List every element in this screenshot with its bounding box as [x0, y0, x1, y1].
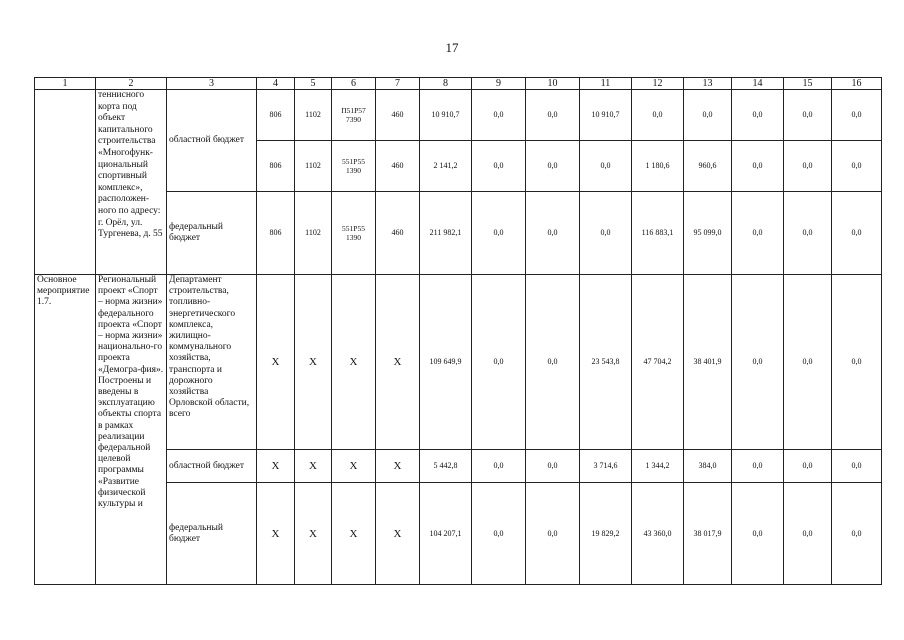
value-cell: 0,0 — [732, 275, 784, 450]
value-cell: 0,0 — [526, 483, 580, 585]
value-cell: 1 180,6 — [632, 141, 684, 192]
source-cell: областной бюджет — [167, 450, 257, 483]
total-cell: 104 207,1 — [420, 483, 472, 585]
value-cell: 0,0 — [784, 275, 832, 450]
value-cell: 3 714,6 — [580, 450, 632, 483]
value-cell: 0,0 — [784, 450, 832, 483]
value-cell: 0,0 — [832, 275, 882, 450]
kbk-section-cell: 1102 — [295, 141, 332, 192]
value-cell: 0,0 — [732, 483, 784, 585]
header-cell: 6 — [332, 78, 376, 90]
value-cell: 0,0 — [472, 90, 526, 141]
header-cell: 13 — [684, 78, 732, 90]
value-cell: 0,0 — [472, 141, 526, 192]
kbk-target-cell: 551Р55 1390 — [332, 141, 376, 192]
kbk-type-cell: 460 — [376, 192, 420, 275]
budget-table — [34, 77, 882, 585]
kbk-type-cell: X — [376, 450, 420, 483]
kbk-target-cell: X — [332, 450, 376, 483]
kbk-grbs-cell: X — [257, 450, 295, 483]
value-cell: 38 017,9 — [684, 483, 732, 585]
kbk-type-cell: X — [376, 275, 420, 450]
value-cell: 0,0 — [784, 483, 832, 585]
header-cell: 8 — [420, 78, 472, 90]
value-cell: 43 360,0 — [632, 483, 684, 585]
value-cell: 0,0 — [526, 90, 580, 141]
kbk-grbs-cell: 806 — [257, 141, 295, 192]
value-cell: 19 829,2 — [580, 483, 632, 585]
header-cell: 16 — [832, 78, 882, 90]
value-cell: 0,0 — [684, 90, 732, 141]
total-cell: 2 141,2 — [420, 141, 472, 192]
value-cell: 0,0 — [732, 141, 784, 192]
total-cell: 109 649,9 — [420, 275, 472, 450]
header-cell: 5 — [295, 78, 332, 90]
value-cell: 0,0 — [784, 192, 832, 275]
kbk-section-cell: 1102 — [295, 90, 332, 141]
activity-cell: Основное мероприятие 1.7. — [35, 275, 96, 585]
header-cell: 3 — [167, 78, 257, 90]
kbk-target-cell: X — [332, 275, 376, 450]
value-cell: 0,0 — [472, 192, 526, 275]
source-cell: областной бюджет — [167, 90, 257, 192]
value-cell: 0,0 — [732, 192, 784, 275]
value-cell: 23 543,8 — [580, 275, 632, 450]
header-cell: 14 — [732, 78, 784, 90]
kbk-section-cell: X — [295, 483, 332, 585]
header-cell: 9 — [472, 78, 526, 90]
header-cell: 10 — [526, 78, 580, 90]
header-cell: 12 — [632, 78, 684, 90]
kbk-grbs-cell: X — [257, 275, 295, 450]
kbk-grbs-cell: X — [257, 483, 295, 585]
value-cell: 0,0 — [832, 450, 882, 483]
value-cell: 0,0 — [832, 90, 882, 141]
kbk-target-cell: П51Р57 7390 — [332, 90, 376, 141]
value-cell: 1 344,2 — [632, 450, 684, 483]
value-cell: 0,0 — [526, 141, 580, 192]
value-cell: 0,0 — [526, 192, 580, 275]
value-cell: 0,0 — [580, 141, 632, 192]
table-row — [35, 275, 882, 450]
header-cell: 15 — [784, 78, 832, 90]
value-cell: 0,0 — [526, 450, 580, 483]
source-cell: федеральный бюджет — [167, 483, 257, 585]
kbk-type-cell: X — [376, 483, 420, 585]
value-cell: 0,0 — [832, 192, 882, 275]
total-cell: 211 982,1 — [420, 192, 472, 275]
value-cell: 0,0 — [784, 141, 832, 192]
value-cell: 0,0 — [732, 450, 784, 483]
kbk-grbs-cell: 806 — [257, 192, 295, 275]
value-cell: 0,0 — [732, 90, 784, 141]
page-number: 17 — [445, 40, 459, 55]
kbk-section-cell: 1102 — [295, 192, 332, 275]
value-cell: 384,0 — [684, 450, 732, 483]
value-cell: 0,0 — [784, 90, 832, 141]
header-cell: 11 — [580, 78, 632, 90]
activity-cell — [35, 90, 96, 275]
value-cell: 0,0 — [832, 141, 882, 192]
description-cell: теннисного корта под объект капитального строительства «Многофунк-циональный спортивный комплекс», расположен-ного по адресу: г. Орёл, ул. Тургенева, д. 55 — [96, 90, 167, 275]
value-cell: 10 910,7 — [580, 90, 632, 141]
kbk-type-cell: 460 — [376, 90, 420, 141]
value-cell: 0,0 — [472, 450, 526, 483]
value-cell: 116 883,1 — [632, 192, 684, 275]
total-cell: 5 442,8 — [420, 450, 472, 483]
source-cell: Департамент строительства, топливно-энергетического комплекса, жилищно-коммунального хозяйства, транспорта и дорожного хозяйства Орловской области, всего — [167, 275, 257, 450]
header-cell: 4 — [257, 78, 295, 90]
value-cell: 960,6 — [684, 141, 732, 192]
header-cell: 2 — [96, 78, 167, 90]
value-cell: 0,0 — [472, 275, 526, 450]
value-cell: 0,0 — [632, 90, 684, 141]
kbk-type-cell: 460 — [376, 141, 420, 192]
value-cell: 0,0 — [526, 275, 580, 450]
header-cell: 7 — [376, 78, 420, 90]
value-cell: 95 099,0 — [684, 192, 732, 275]
header-cell: 1 — [35, 78, 96, 90]
total-cell: 10 910,7 — [420, 90, 472, 141]
value-cell: 0,0 — [580, 192, 632, 275]
value-cell: 0,0 — [472, 483, 526, 585]
kbk-grbs-cell: 806 — [257, 90, 295, 141]
kbk-section-cell: X — [295, 450, 332, 483]
value-cell: 38 401,9 — [684, 275, 732, 450]
table-row — [35, 90, 882, 141]
kbk-section-cell: X — [295, 275, 332, 450]
header-row — [35, 78, 882, 90]
kbk-target-cell: X — [332, 483, 376, 585]
value-cell: 47 704,2 — [632, 275, 684, 450]
value-cell: 0,0 — [832, 483, 882, 585]
description-cell: Региональный проект «Спорт – норма жизни» федерального проекта «Спорт – норма жизни» национально-го проекта «Демогра-фия». Построены и введены в эксплуатацию объекты спорта в рамках реализации федеральной целевой программы «Развитие физической культуры и — [96, 275, 167, 585]
kbk-target-cell: 551Р55 1390 — [332, 192, 376, 275]
source-cell: федеральный бюджет — [167, 192, 257, 275]
